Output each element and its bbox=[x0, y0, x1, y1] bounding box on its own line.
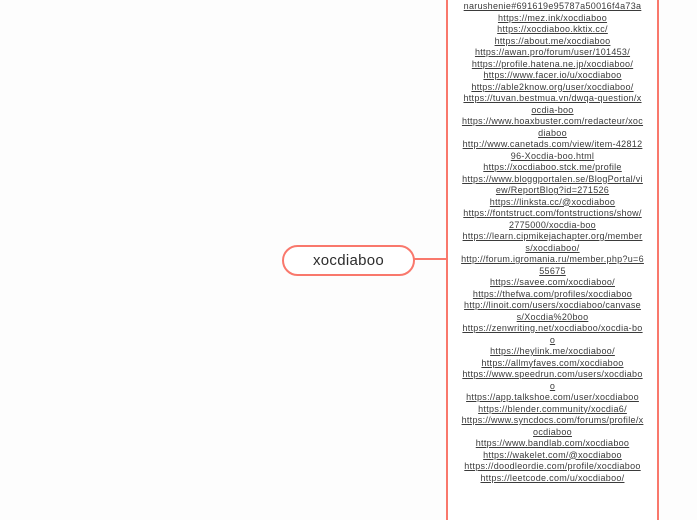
mindmap-node-xocdiaboo[interactable] bbox=[282, 245, 415, 276]
profile-link[interactable]: https://zenwriting.net/xocdiaboo/xocdia-boo bbox=[462, 323, 643, 345]
profile-link[interactable]: https://fontstruct.com/fontstructions/show/2775000/xocdia-boo bbox=[463, 208, 642, 230]
node-label: xocdiaboo bbox=[312, 252, 385, 269]
profile-link[interactable]: https://thefwa.com/profiles/xocdiaboo bbox=[472, 288, 633, 299]
profile-link[interactable]: https://leetcode.com/u/xocdiaboo/ bbox=[480, 472, 625, 483]
links-branch-box[interactable] bbox=[446, 0, 659, 520]
profile-link[interactable]: https://learn.cipmikejachapter.org/members/xocdiaboo/ bbox=[462, 231, 643, 253]
profile-link[interactable]: https://linksta.cc/@xocdiaboo bbox=[489, 196, 616, 207]
profile-link[interactable]: https://wakelet.com/@xocdiaboo bbox=[483, 449, 622, 460]
profile-link[interactable]: https://www.bloggportalen.se/BlogPortal/view/ReportBlog?id=271526 bbox=[462, 173, 643, 195]
profile-link[interactable]: http://forum.igromania.ru/member.php?u=655675 bbox=[461, 254, 644, 276]
profile-link[interactable]: https://xocdiaboo.kktix.cc/ bbox=[497, 24, 608, 34]
profile-link[interactable]: https://awan.pro/forum/user/101453/ bbox=[474, 47, 631, 57]
profile-link[interactable]: http://linoit.com/users/xocdiaboo/canvases/Xocdia%20boo bbox=[464, 300, 641, 322]
profile-link[interactable]: narushenie#691619e95787a50016f4a73a bbox=[463, 1, 642, 11]
profile-link[interactable]: https://heylink.me/xocdiaboo/ bbox=[490, 346, 615, 356]
profile-link[interactable]: https://xocdiaboo.stck.me/profile bbox=[483, 162, 622, 172]
profile-link[interactable]: https://profile.hatena.ne.jp/xocdiaboo/ bbox=[471, 58, 634, 69]
profile-link[interactable]: https://www.bandlab.com/xocdiaboo bbox=[475, 438, 630, 448]
profile-link[interactable]: https://allmyfaves.com/xocdiaboo bbox=[481, 357, 624, 368]
profile-links-list bbox=[448, 0, 657, 484]
profile-link[interactable]: https://www.syncdocs.com/forums/profile/xocdiaboo bbox=[461, 415, 644, 437]
profile-link[interactable]: https://blender.community/xocdia6/ bbox=[478, 403, 627, 414]
profile-link[interactable]: https://able2know.org/user/xocdiaboo/ bbox=[471, 81, 634, 92]
profile-link[interactable]: https://savee.com/xocdiaboo/ bbox=[490, 277, 615, 287]
profile-link[interactable]: https://tuvan.bestmua.vn/dwqa-question/xocdia-boo bbox=[463, 93, 642, 115]
profile-link[interactable]: http://www.canetads.com/view/item-4281296-Xocdia-boo.html bbox=[462, 139, 643, 161]
branch-connector-line bbox=[414, 258, 447, 260]
profile-link[interactable]: https://doodleordie.com/profile/xocdiaboo bbox=[464, 461, 641, 471]
profile-link[interactable]: https://www.speedrun.com/users/xocdiaboo bbox=[462, 369, 643, 391]
profile-link[interactable]: https://app.talkshoe.com/user/xocdiaboo bbox=[466, 392, 639, 402]
profile-link[interactable]: https://www.facer.io/u/xocdiaboo bbox=[483, 70, 622, 80]
profile-link[interactable]: https://www.hoaxbuster.com/redacteur/xocdiaboo bbox=[461, 116, 644, 138]
profile-link[interactable]: https://mez.ink/xocdiaboo bbox=[497, 12, 608, 23]
profile-link[interactable]: https://about.me/xocdiaboo bbox=[494, 35, 611, 46]
